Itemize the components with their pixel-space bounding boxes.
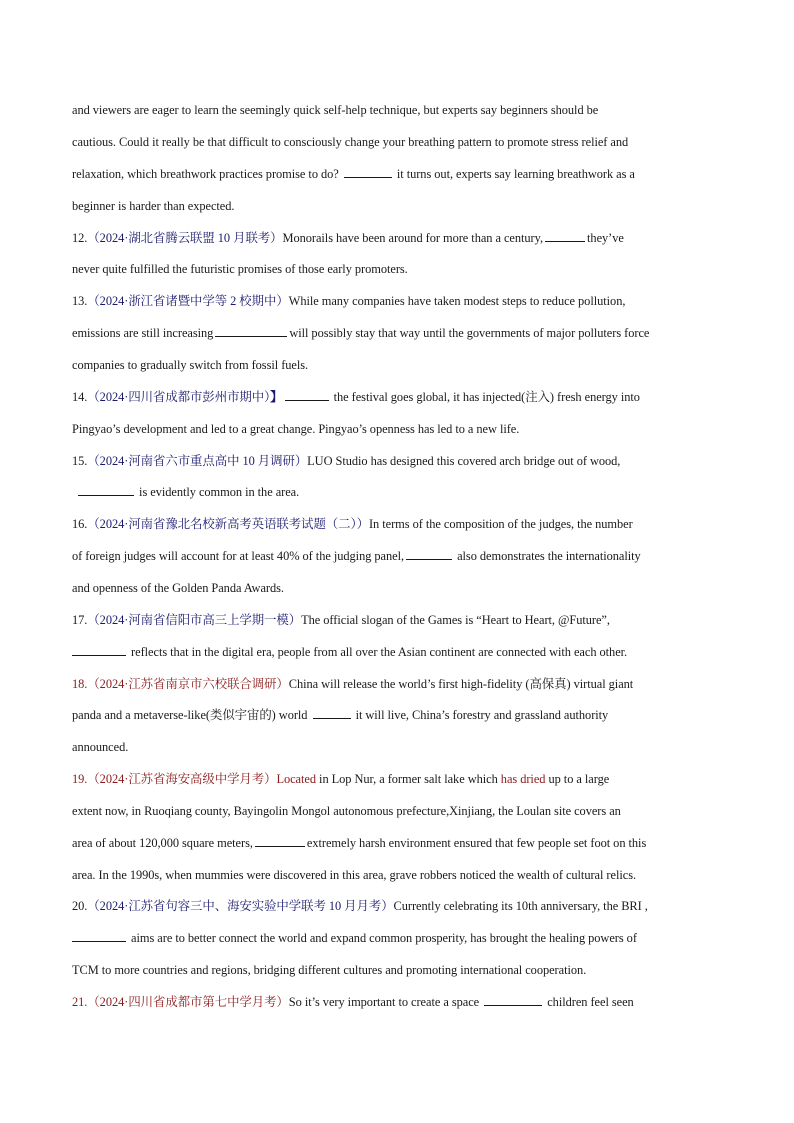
answer-blank[interactable] [72, 644, 126, 656]
text-line: relaxation, which breathwork practices promise to do? it turns out, experts say learning breathwork as a [72, 167, 635, 181]
text-line: never quite fulfilled the futuristic promises of those early promoters. [72, 262, 408, 276]
question-15: 15.（2024·河南省六市重点高中 10 月调研）LUO Studio has designed this covered arch bridge out of wood, [72, 454, 621, 468]
text-line: aims are to better connect the world and expand common prosperity, has brought the healing powers of [72, 930, 724, 946]
answer-blank[interactable] [313, 707, 351, 719]
question-number: 16. [72, 517, 88, 531]
question-16: 16.（2024·河南省豫北名校新高考英语联考试题（二））In terms of the composition of the judges, the number [72, 517, 633, 531]
text-line: panda and a metaverse-like(类似宇宙的) world it will live, China’s forestry and grassland authority [72, 708, 609, 722]
question-17: 17.（2024·河南省信阳市高三上学期一模）The official slogan of the Games is “Heart to Heart, @Future”, [72, 613, 610, 627]
question-number: 15. [72, 454, 88, 468]
question-21: 21.（2024·四川省成都市第七中学月考）So it’s very important to create a space children feel seen [72, 995, 634, 1009]
answer-blank[interactable] [72, 930, 126, 942]
answer-blank[interactable] [215, 325, 287, 337]
answer-blank[interactable] [78, 484, 134, 496]
text-line: Pingyao’s development and led to a great change. Pingyao’s openness has led to a new life. [72, 422, 520, 436]
question-14: 14.（2024·四川省成都市彭州市期中）】 the festival goes global, it has injected(注入) fresh energy into [72, 390, 640, 404]
question-12: 12.（2024·湖北省腾云联盟 10 月联考）Monorails have been around for more than a century, they’ve [72, 231, 624, 245]
text-line: emissions are still increasing will possibly stay that way until the governments of major polluters force [72, 326, 650, 340]
text-line: companies to gradually switch from fossil fuels. [72, 358, 309, 372]
text-line: TCM to more countries and regions, bridging different cultures and promoting international cooperation. [72, 963, 587, 977]
text-line: area of about 120,000 square meters, extremely harsh environment ensured that few people set foot on this [72, 836, 647, 850]
question-source: （2024·江苏省海安高级中学月考） [87, 772, 277, 786]
question-number: 18. [72, 677, 88, 691]
answer-blank[interactable] [285, 389, 329, 401]
question-number: 17. [72, 613, 88, 627]
question-source: （2024·四川省成都市第七中学月考） [87, 995, 289, 1009]
question-source: （2024·河南省信阳市高三上学期一模） [87, 613, 302, 627]
question-source: （2024·河南省豫北名校新高考英语联考试题（二）） [87, 517, 369, 531]
question-number: 14. [72, 390, 88, 404]
question-19: 19.（2024·江苏省海安高级中学月考）Located in Lop Nur, a former salt lake which has dried up to a large [72, 772, 610, 786]
question-source: （2024·浙江省诸暨中学等 2 校期中） [87, 294, 289, 308]
question-source: （2024·江苏省南京市六校联合调研） [87, 677, 289, 691]
text-line: beginner is harder than expected. [72, 199, 235, 213]
question-source: （2024·四川省成都市彭州市期中） [87, 390, 271, 404]
question-20: 20.（2024·江苏省句容三中、海安实验中学联考 10 月月考）Currently celebrating its 10th anniversary, the BRI , [72, 899, 648, 913]
answer-blank[interactable] [344, 166, 392, 178]
text-line: of foreign judges will account for at least 40% of the judging panel, also demonstrates the internationality [72, 549, 641, 563]
text-line: reflects that in the digital era, people from all over the Asian continent are connected with each other. [72, 644, 724, 660]
question-18: 18.（2024·江苏省南京市六校联合调研）China will release the world’s first high-fidelity (高保真) virtual giant [72, 677, 634, 691]
question-number: 19. [72, 772, 88, 786]
question-source: （2024·湖北省腾云联盟 10 月联考） [87, 231, 283, 245]
text-line: area. In the 1990s, when mummies were discovered in this area, grave robbers noticed the wealth of cultural relics. [72, 868, 637, 882]
question-number: 20. [72, 899, 88, 913]
text-line: and viewers are eager to learn the seemingly quick self-help technique, but experts say beginners should be [72, 103, 599, 117]
question-number: 13. [72, 294, 88, 308]
answer-blank[interactable] [484, 994, 542, 1006]
answer-blank[interactable] [545, 230, 585, 242]
text-line: and openness of the Golden Panda Awards. [72, 581, 284, 595]
answer-blank[interactable] [406, 548, 452, 560]
question-number: 21. [72, 995, 88, 1009]
question-13: 13.（2024·浙江省诸暨中学等 2 校期中）While many companies have taken modest steps to reduce pollution, [72, 294, 626, 308]
text-line: is evidently common in the area. [72, 484, 724, 500]
question-source: （2024·河南省六市重点高中 10 月调研） [87, 454, 308, 468]
question-number: 12. [72, 231, 88, 245]
highlighted-word: has dried [500, 772, 546, 786]
text-line: cautious. Could it really be that difficult to consciously change your breathing pattern to promote stress relief and [72, 135, 629, 149]
highlighted-word: Located [276, 772, 316, 786]
question-source: （2024·江苏省句容三中、海安实验中学联考 10 月月考） [87, 899, 394, 913]
answer-blank[interactable] [255, 835, 305, 847]
text-line: extent now, in Ruoqiang county, Bayingolin Mongol autonomous prefecture,Xinjiang, the Loulan site covers an [72, 804, 621, 818]
text-line: announced. [72, 740, 129, 754]
